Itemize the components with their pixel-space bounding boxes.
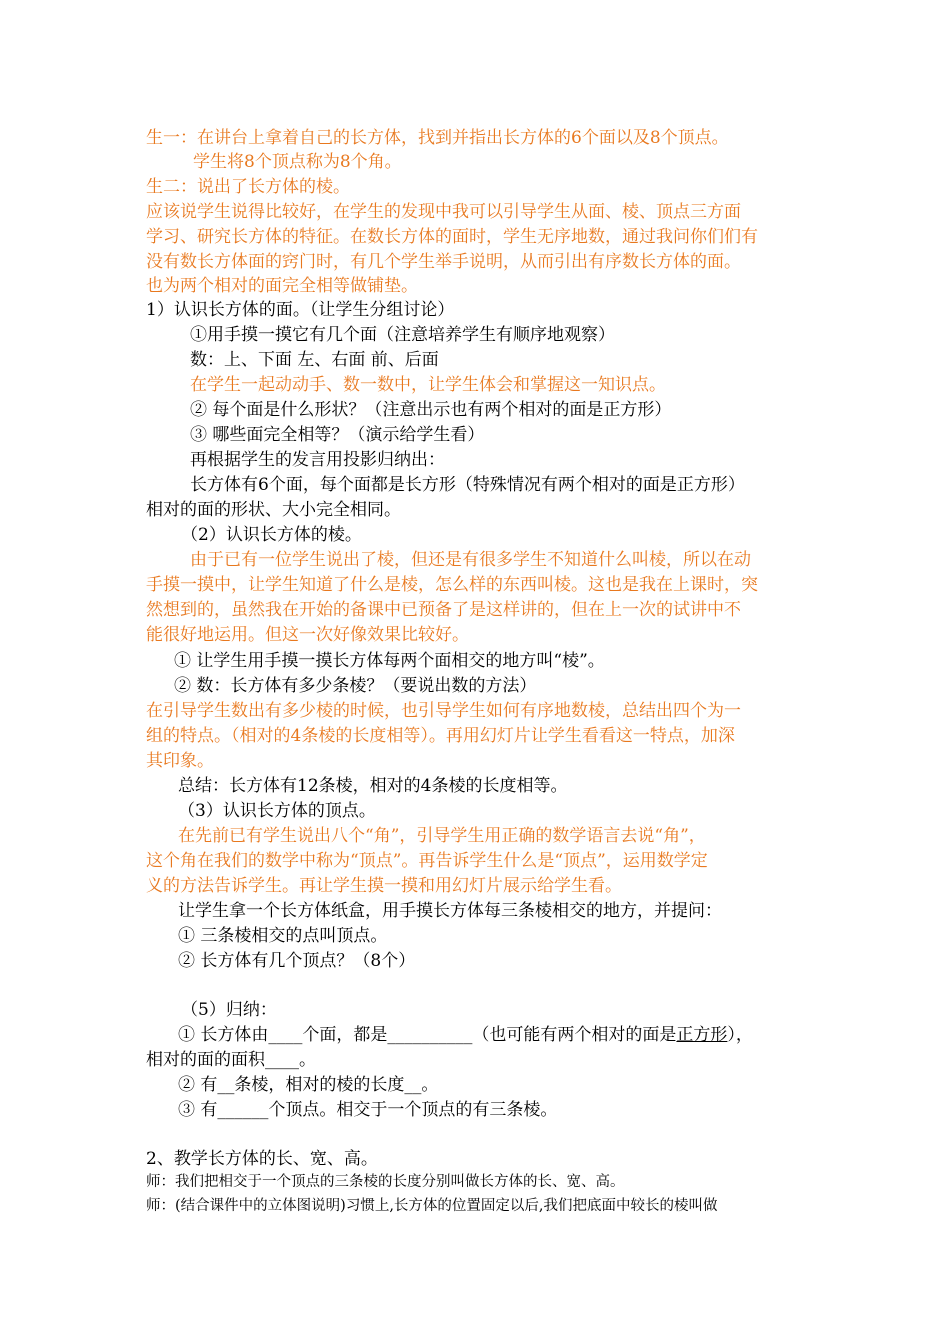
- section-heading: 1）认识长方体的面。（让学生分组讨论）: [146, 300, 455, 320]
- paragraph-line: 由于已有一位学生说出了棱，但还是有很多学生不知道什么叫棱，所以在动: [190, 550, 751, 570]
- section-heading: （2）认识长方体的棱。: [181, 525, 362, 545]
- list-item: ①用手摸一摸它有几个面（注意培养学生有顺序地观察）: [190, 325, 615, 345]
- paragraph-line: 手摸一摸中，让学生知道了什么是棱，怎么样的东西叫棱。这也是我在上课时，突: [146, 575, 758, 595]
- list-item: ② 有__条棱，相对的棱的长度__。: [178, 1075, 439, 1095]
- paragraph-line: 其印象。: [146, 751, 214, 771]
- list-item-text: ），: [727, 1025, 753, 1045]
- paragraph-line: 师：我们把相交于一个顶点的三条棱的长度分别叫做长方体的长、宽、高。: [146, 1174, 625, 1190]
- list-item: ② 每个面是什么形状？（注意出示也有两个相对的面是正方形）: [190, 400, 672, 420]
- paragraph-line: 义的方法告诉学生。再让学生摸一摸和用幻灯片展示给学生看。: [146, 876, 622, 896]
- list-item: ② 长方体有几个顶点？（8个）: [178, 951, 416, 971]
- list-item: ② 数：长方体有多少条棱？（要说出数的方法）: [174, 676, 537, 696]
- paragraph-line: 相对的面的形状、大小完全相同。: [146, 500, 401, 520]
- paragraph-line: 生二：说出了长方体的棱。: [146, 177, 350, 197]
- paragraph-line: 生一：在讲台上拿着自己的长方体，找到并指出长方体的6个面以及8个顶点。: [146, 128, 729, 148]
- paragraph-line: 在先前已有学生说出八个“角”，引导学生用正确的数学语言去说“角”，: [178, 826, 706, 846]
- paragraph-line: 让学生拿一个长方体纸盒，用手摸长方体每三条棱相交的地方，并提问：: [178, 901, 722, 921]
- paragraph-line: 这个角在我们的数学中称为“顶点”。再告诉学生什么是“顶点”，运用数学定: [146, 851, 708, 871]
- list-item: ③ 有______个顶点。相交于一个顶点的有三条棱。: [178, 1100, 558, 1120]
- paragraph-line: 能很好地运用。但这一次好像效果比较好。: [146, 625, 469, 645]
- paragraph-line: 在引导学生数出有多少棱的时候，也引导学生如何有序地数棱，总结出四个为一: [146, 701, 741, 721]
- list-item: ③ 哪些面完全相等？（演示给学生看）: [190, 425, 485, 445]
- paragraph-line: 数：上、下面 左、右面 前、后面: [190, 350, 439, 370]
- paragraph-line: 组的特点。（相对的4条棱的长度相等）。再用幻灯片让学生看看这一特点，加深: [146, 726, 735, 746]
- section-heading: （3）认识长方体的顶点。: [178, 801, 376, 821]
- paragraph-line: 然想到的，虽然我在开始的备课中已预备了是这样讲的，但在上一次的试讲中不: [146, 600, 741, 620]
- paragraph-line: 相对的面的面积____。: [146, 1050, 316, 1070]
- paragraph-line: 师：(结合课件中的立体图说明)习惯上,长方体的位置固定以后,我们把底面中较长的棱叫做: [146, 1198, 718, 1214]
- paragraph-line: 再根据学生的发言用投影归纳出：: [190, 450, 445, 470]
- section-heading: 2、教学长方体的长、宽、高。: [146, 1149, 378, 1169]
- paragraph-line: 应该说学生说得比较好，在学生的发现中我可以引导学生从面、棱、顶点三方面: [146, 202, 741, 222]
- paragraph-line: 没有数长方体面的窍门时，有几个学生举手说明，从而引出有序数长方体的面。: [146, 252, 741, 272]
- underlined-term: 正方形: [676, 1025, 728, 1045]
- list-item: [178, 1023, 753, 1047]
- list-item: ① 三条棱相交的点叫顶点。: [178, 926, 388, 946]
- paragraph-line: 长方体有6个面，每个面都是长方形（特殊情况有两个相对的面是正方形）: [190, 475, 745, 495]
- paragraph-line: 在学生一起动动手、数一数中，让学生体会和掌握这一知识点。: [190, 375, 666, 395]
- section-heading: （5）归纳：: [181, 1000, 277, 1020]
- paragraph-line: 也为两个相对的面完全相等做铺垫。: [146, 276, 418, 296]
- list-item-text: ① 长方体由____个面，都是__________（也可能有两个相对的面是: [178, 1025, 677, 1045]
- paragraph-line: 总结：长方体有12条棱，相对的4条棱的长度相等。: [178, 776, 568, 796]
- list-item: ① 让学生用手摸一摸长方体每两个面相交的地方叫“棱”。: [174, 651, 605, 671]
- paragraph-line: 学生将8个顶点称为8个角。: [193, 152, 402, 172]
- paragraph-line: 学习、研究长方体的特征。在数长方体的面时，学生无序地数，通过我问你们们有: [146, 227, 758, 247]
